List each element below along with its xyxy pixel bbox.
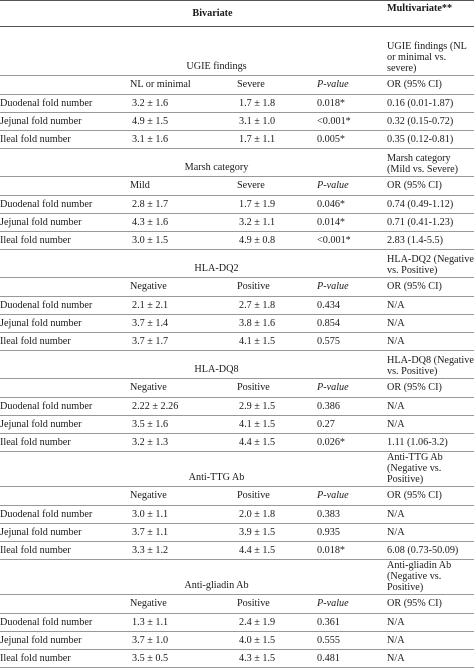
odds-ratio-value: N/A (385, 315, 474, 333)
section-subheader-row (0, 379, 474, 398)
group2-value: 3.8 ± 1.6 (235, 315, 312, 333)
row-label-spacer (0, 76, 128, 95)
table-row (0, 131, 474, 149)
section-subheader-row (0, 595, 474, 614)
p-value-header: P-value (312, 278, 385, 297)
bivariate-header: Bivariate (0, 1, 385, 27)
section-subheader-row (0, 177, 474, 196)
odds-ratio-value: 0.32 (0.15-0.72) (385, 113, 474, 131)
p-value: 0.434 (312, 297, 385, 315)
group1-value: 2.1 ± 2.1 (128, 297, 235, 315)
section-title-row (0, 250, 474, 278)
p-value: 0.026* (312, 434, 385, 452)
group1-value: 3.5 ± 0.5 (128, 650, 235, 668)
group1-value: 4.3 ± 1.6 (128, 214, 235, 232)
odds-ratio-value: N/A (385, 632, 474, 650)
row-label: Jejunal fold number (0, 113, 128, 131)
table-row (0, 650, 474, 668)
section-title-row (0, 452, 474, 487)
group1-header: Negative (128, 487, 235, 506)
row-label: Jejunal fold number (0, 632, 128, 650)
group2-value: 4.4 ± 1.5 (235, 434, 312, 452)
odds-ratio-value: 6.08 (0.73-50.09) (385, 542, 474, 560)
table-row (0, 614, 474, 632)
odds-ratio-header: OR (95% CI) (385, 379, 474, 398)
group2-header: Positive (235, 379, 312, 398)
p-value: 0.018* (312, 95, 385, 113)
group2-value: 4.1 ± 1.5 (235, 333, 312, 351)
p-value-header: P-value (312, 487, 385, 506)
row-label: Ileal fold number (0, 542, 128, 560)
odds-ratio-value: N/A (385, 398, 474, 416)
table-row (0, 333, 474, 351)
group1-header: Negative (128, 595, 235, 614)
odds-ratio-value: N/A (385, 416, 474, 434)
section-title: Marsh category (0, 149, 385, 177)
group2-value: 4.9 ± 0.8 (235, 232, 312, 250)
group2-header: Severe (235, 76, 312, 95)
group2-value: 3.2 ± 1.1 (235, 214, 312, 232)
group1-value: 3.0 ± 1.1 (128, 506, 235, 524)
row-label: Jejunal fold number (0, 214, 128, 232)
odds-ratio-value: 0.71 (0.41-1.23) (385, 214, 474, 232)
group1-value: 3.3 ± 1.2 (128, 542, 235, 560)
table-row (0, 214, 474, 232)
group2-header: Positive (235, 595, 312, 614)
group1-value: 4.9 ± 1.5 (128, 113, 235, 131)
row-label-spacer (0, 379, 128, 398)
row-label: Jejunal fold number (0, 315, 128, 333)
row-label: Ileal fold number (0, 232, 128, 250)
odds-ratio-value: N/A (385, 506, 474, 524)
group1-header: Negative (128, 379, 235, 398)
odds-ratio-header: OR (95% CI) (385, 76, 474, 95)
row-label: Ileal fold number (0, 434, 128, 452)
group2-value: 4.1 ± 1.5 (235, 416, 312, 434)
table-row (0, 95, 474, 113)
group1-value: 3.7 ± 1.1 (128, 524, 235, 542)
group1-value: 3.2 ± 1.6 (128, 95, 235, 113)
section-title-row (0, 33, 474, 76)
row-label: Ileal fold number (0, 131, 128, 149)
row-label: Duodenal fold number (0, 614, 128, 632)
p-value: 0.481 (312, 650, 385, 668)
odds-ratio-value: N/A (385, 650, 474, 668)
section-title-row (0, 560, 474, 595)
p-value: 0.27 (312, 416, 385, 434)
group1-value: 3.5 ± 1.6 (128, 416, 235, 434)
group1-value: 3.2 ± 1.3 (128, 434, 235, 452)
odds-ratio-header: OR (95% CI) (385, 595, 474, 614)
group2-value: 4.0 ± 1.5 (235, 632, 312, 650)
multivariate-section-title: HLA-DQ2 (Negative vs. Positive) (385, 250, 474, 278)
row-label-spacer (0, 278, 128, 297)
table-row (0, 232, 474, 250)
group1-value: 3.7 ± 1.7 (128, 333, 235, 351)
group2-value: 4.4 ± 1.5 (235, 542, 312, 560)
table-row (0, 632, 474, 650)
row-label: Duodenal fold number (0, 297, 128, 315)
group1-header: Mild (128, 177, 235, 196)
p-value: 0.575 (312, 333, 385, 351)
multivariate-section-title: HLA-DQ8 (Negative vs. Positive) (385, 351, 474, 379)
section-subheader-row (0, 76, 474, 95)
p-value-header: P-value (312, 177, 385, 196)
group2-value: 3.1 ± 1.0 (235, 113, 312, 131)
p-value: <0.001* (312, 232, 385, 250)
p-value: 0.361 (312, 614, 385, 632)
multivariate-section-title: Anti-TTG Ab (Negative vs. Positive) (385, 452, 474, 487)
odds-ratio-value: 1.11 (1.06-3.2) (385, 434, 474, 452)
group1-header: NL or minimal (128, 76, 235, 95)
odds-ratio-header: OR (95% CI) (385, 177, 474, 196)
group2-header: Positive (235, 487, 312, 506)
p-value: 0.386 (312, 398, 385, 416)
group1-value: 3.0 ± 1.5 (128, 232, 235, 250)
group2-value: 1.7 ± 1.1 (235, 131, 312, 149)
table-row (0, 398, 474, 416)
section-title: Anti-gliadin Ab (0, 560, 385, 595)
row-label-spacer (0, 177, 128, 196)
odds-ratio-value: 0.35 (0.12-0.81) (385, 131, 474, 149)
table-row (0, 434, 474, 452)
p-value: 0.046* (312, 196, 385, 214)
section-title-row (0, 351, 474, 379)
group2-value: 3.9 ± 1.5 (235, 524, 312, 542)
p-value: 0.005* (312, 131, 385, 149)
table-row (0, 416, 474, 434)
odds-ratio-value: N/A (385, 333, 474, 351)
odds-ratio-value: N/A (385, 297, 474, 315)
group1-value: 2.22 ± 2.26 (128, 398, 235, 416)
p-value: 0.854 (312, 315, 385, 333)
p-value: 0.014* (312, 214, 385, 232)
group2-value: 4.3 ± 1.5 (235, 650, 312, 668)
row-label: Duodenal fold number (0, 398, 128, 416)
table-row (0, 524, 474, 542)
odds-ratio-value: 0.74 (0.49-1.12) (385, 196, 474, 214)
p-value: 0.383 (312, 506, 385, 524)
p-value: <0.001* (312, 113, 385, 131)
row-label-spacer (0, 595, 128, 614)
p-value-header: P-value (312, 595, 385, 614)
group2-header: Positive (235, 278, 312, 297)
group2-value: 1.7 ± 1.9 (235, 196, 312, 214)
section-title: HLA-DQ2 (0, 250, 385, 278)
odds-ratio-value: N/A (385, 524, 474, 542)
table-row (0, 542, 474, 560)
group2-header: Severe (235, 177, 312, 196)
section-title: Anti-TTG Ab (0, 452, 385, 487)
table-row (0, 196, 474, 214)
group1-value: 3.1 ± 1.6 (128, 131, 235, 149)
row-label: Jejunal fold number (0, 524, 128, 542)
p-value-header: P-value (312, 379, 385, 398)
multivariate-section-title: UGIE findings (NL or minimal vs. severe) (385, 33, 474, 76)
table-row (0, 113, 474, 131)
multivariate-header: Multivariate** (385, 1, 474, 27)
section-subheader-row (0, 487, 474, 506)
row-label: Duodenal fold number (0, 196, 128, 214)
row-label: Duodenal fold number (0, 506, 128, 524)
row-label: Ileal fold number (0, 333, 128, 351)
group2-value: 2.4 ± 1.9 (235, 614, 312, 632)
odds-ratio-value: N/A (385, 614, 474, 632)
p-value-header: P-value (312, 76, 385, 95)
row-label: Duodenal fold number (0, 95, 128, 113)
row-label-spacer (0, 487, 128, 506)
group2-value: 2.7 ± 1.8 (235, 297, 312, 315)
multivariate-section-title: Anti-gliadin Ab (Negative vs. Positive) (385, 560, 474, 595)
section-title-row (0, 149, 474, 177)
odds-ratio-value: 0.16 (0.01-1.87) (385, 95, 474, 113)
group2-value: 2.0 ± 1.8 (235, 506, 312, 524)
group2-value: 1.7 ± 1.8 (235, 95, 312, 113)
group1-value: 3.7 ± 1.0 (128, 632, 235, 650)
table-header-row (0, 1, 474, 27)
table-row (0, 297, 474, 315)
group1-value: 2.8 ± 1.7 (128, 196, 235, 214)
odds-ratio-value: 2.83 (1.4-5.5) (385, 232, 474, 250)
table-row (0, 506, 474, 524)
p-value: 0.935 (312, 524, 385, 542)
group1-header: Negative (128, 278, 235, 297)
odds-ratio-header: OR (95% CI) (385, 278, 474, 297)
table-row (0, 315, 474, 333)
row-label: Ileal fold number (0, 650, 128, 668)
section-title: HLA-DQ8 (0, 351, 385, 379)
group1-value: 1.3 ± 1.1 (128, 614, 235, 632)
group1-value: 3.7 ± 1.4 (128, 315, 235, 333)
section-subheader-row (0, 278, 474, 297)
group2-value: 2.9 ± 1.5 (235, 398, 312, 416)
p-value: 0.555 (312, 632, 385, 650)
row-label: Jejunal fold number (0, 416, 128, 434)
p-value: 0.018* (312, 542, 385, 560)
odds-ratio-header: OR (95% CI) (385, 487, 474, 506)
section-title: UGIE findings (0, 33, 385, 76)
multivariate-section-title: Marsh category (Mild vs. Severe) (385, 149, 474, 177)
